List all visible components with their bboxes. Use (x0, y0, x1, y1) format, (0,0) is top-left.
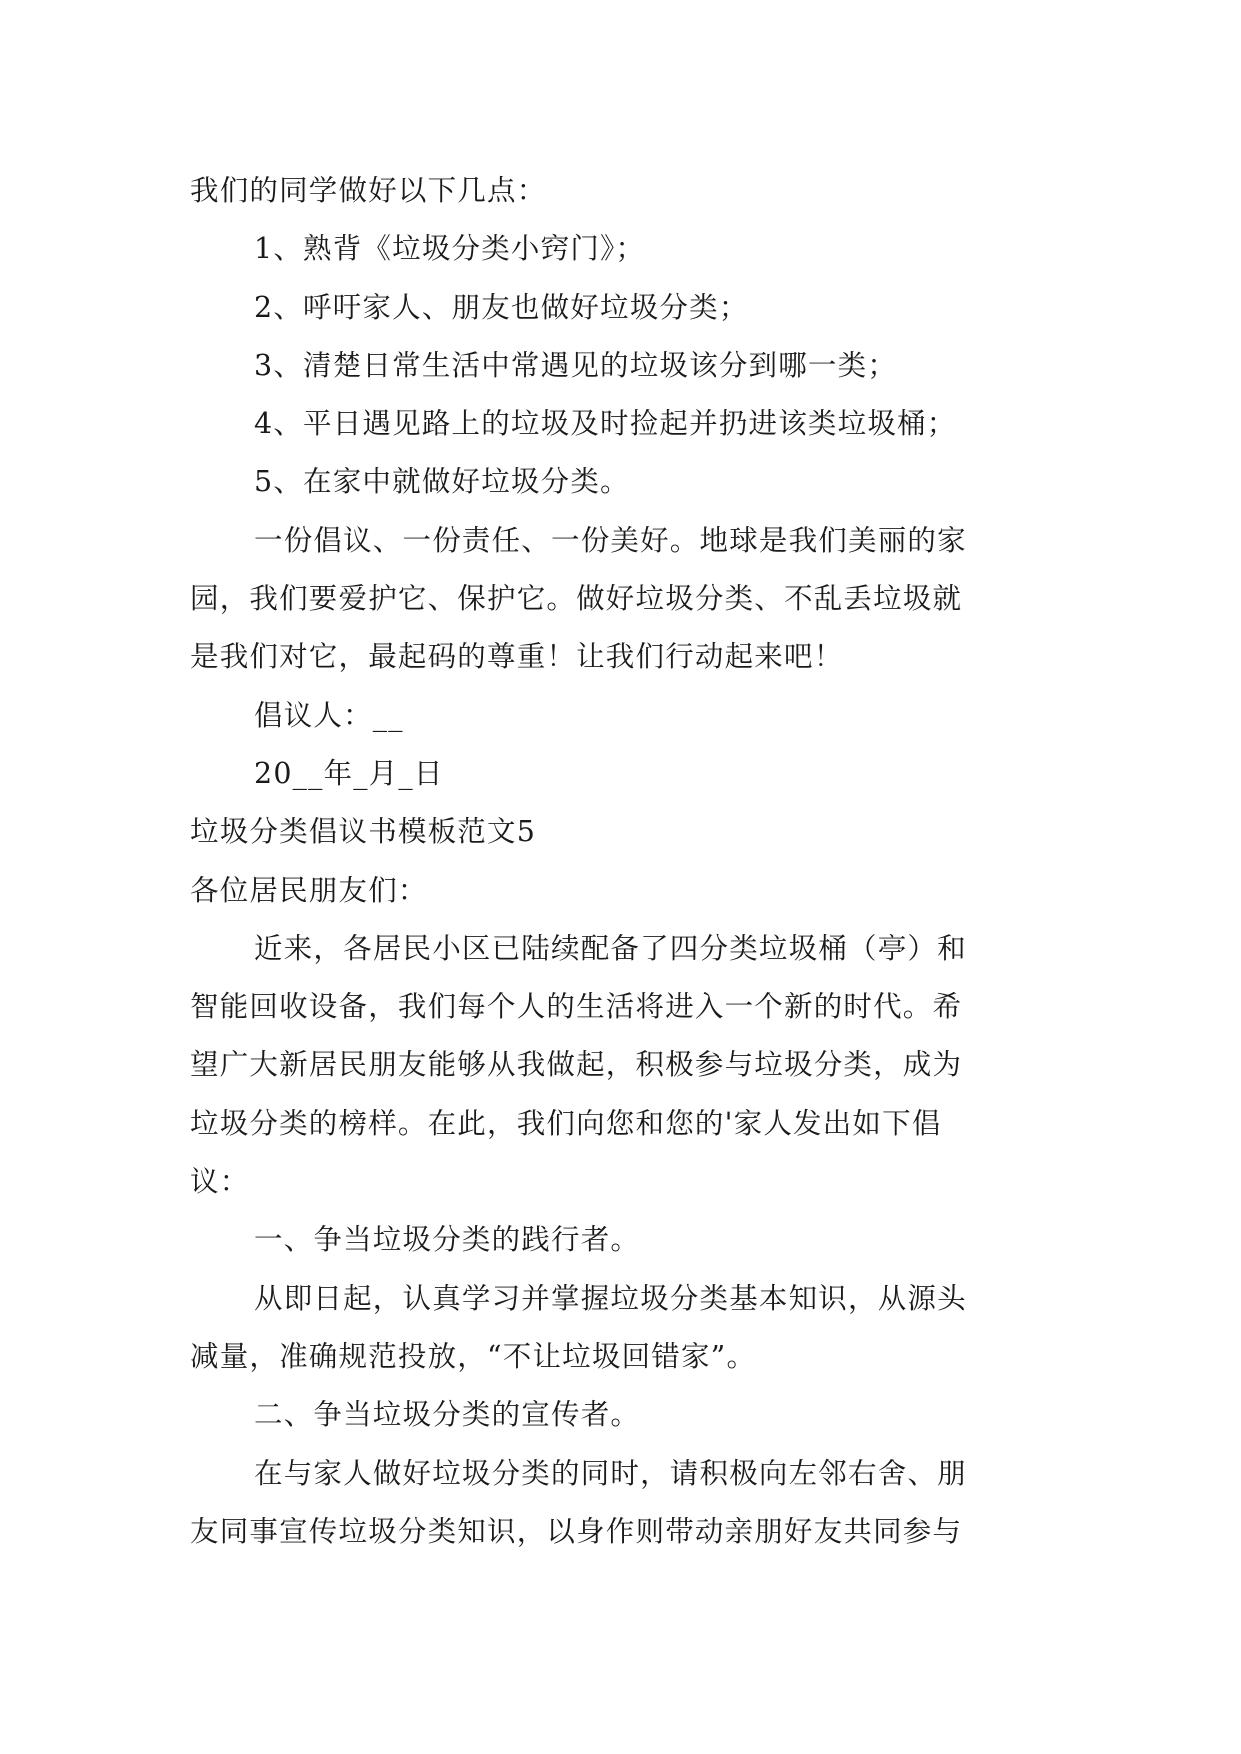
text-line: 2、呼吁家人、朋友也做好垃圾分类； (254, 290, 749, 324)
text-line: 垃圾分类倡议书模板范文5 (190, 815, 537, 849)
text-line: 望广大新居民朋友能够从我做起，积极参与垃圾分类，成为 (190, 1048, 963, 1082)
text-line: 减量，准确规范投放，“不让垃圾回错家”。 (190, 1339, 757, 1373)
text-line: 友同事宣传垃圾分类知识，以身作则带动亲朋好友共同参与 (190, 1514, 963, 1548)
text-line: 议： (190, 1165, 250, 1199)
text-line: 各位居民朋友们： (190, 873, 428, 907)
text-line: 倡议人：__ (254, 698, 404, 732)
text-line: 1、熟背《垃圾分类小窍门》； (254, 232, 646, 266)
text-line: 5、在家中就做好垃圾分类。 (254, 465, 630, 499)
text-line: 我们的同学做好以下几点： (190, 174, 547, 207)
text-line: 20__年_月_日 (254, 756, 444, 790)
text-line: 从即日起，认真学习并掌握垃圾分类基本知识，从源头 (254, 1281, 967, 1315)
text-line: 近来，各居民小区已陆续配备了四分类垃圾桶（亭）和 (254, 931, 967, 965)
text-line: 是我们对它，最起码的尊重！让我们行动起来吧！ (190, 640, 844, 674)
text-line: 一、争当垃圾分类的践行者。 (254, 1223, 641, 1257)
text-line: 4、平日遇见路上的垃圾及时捡起并扔进该类垃圾桶； (254, 407, 957, 441)
text-line: 一份倡议、一份责任、一份美好。地球是我们美丽的家 (254, 523, 967, 557)
text-line: 园，我们要爱护它、保护它。做好垃圾分类、不乱丢垃圾就 (190, 582, 963, 616)
text-line: 垃圾分类的榜样。在此，我们向您和您的'家人发出如下倡 (190, 1106, 942, 1140)
text-line: 二、争当垃圾分类的宣传者。 (254, 1398, 641, 1432)
document-body (190, 162, 1060, 1561)
text-line: 在与家人做好垃圾分类的同时，请积极向左邻右舍、朋 (254, 1456, 967, 1490)
text-line: 智能回收设备，我们每个人的生活将进入一个新的时代。希 (190, 990, 963, 1024)
text-line: 3、清楚日常生活中常遇见的垃圾该分到哪一类； (254, 348, 898, 382)
